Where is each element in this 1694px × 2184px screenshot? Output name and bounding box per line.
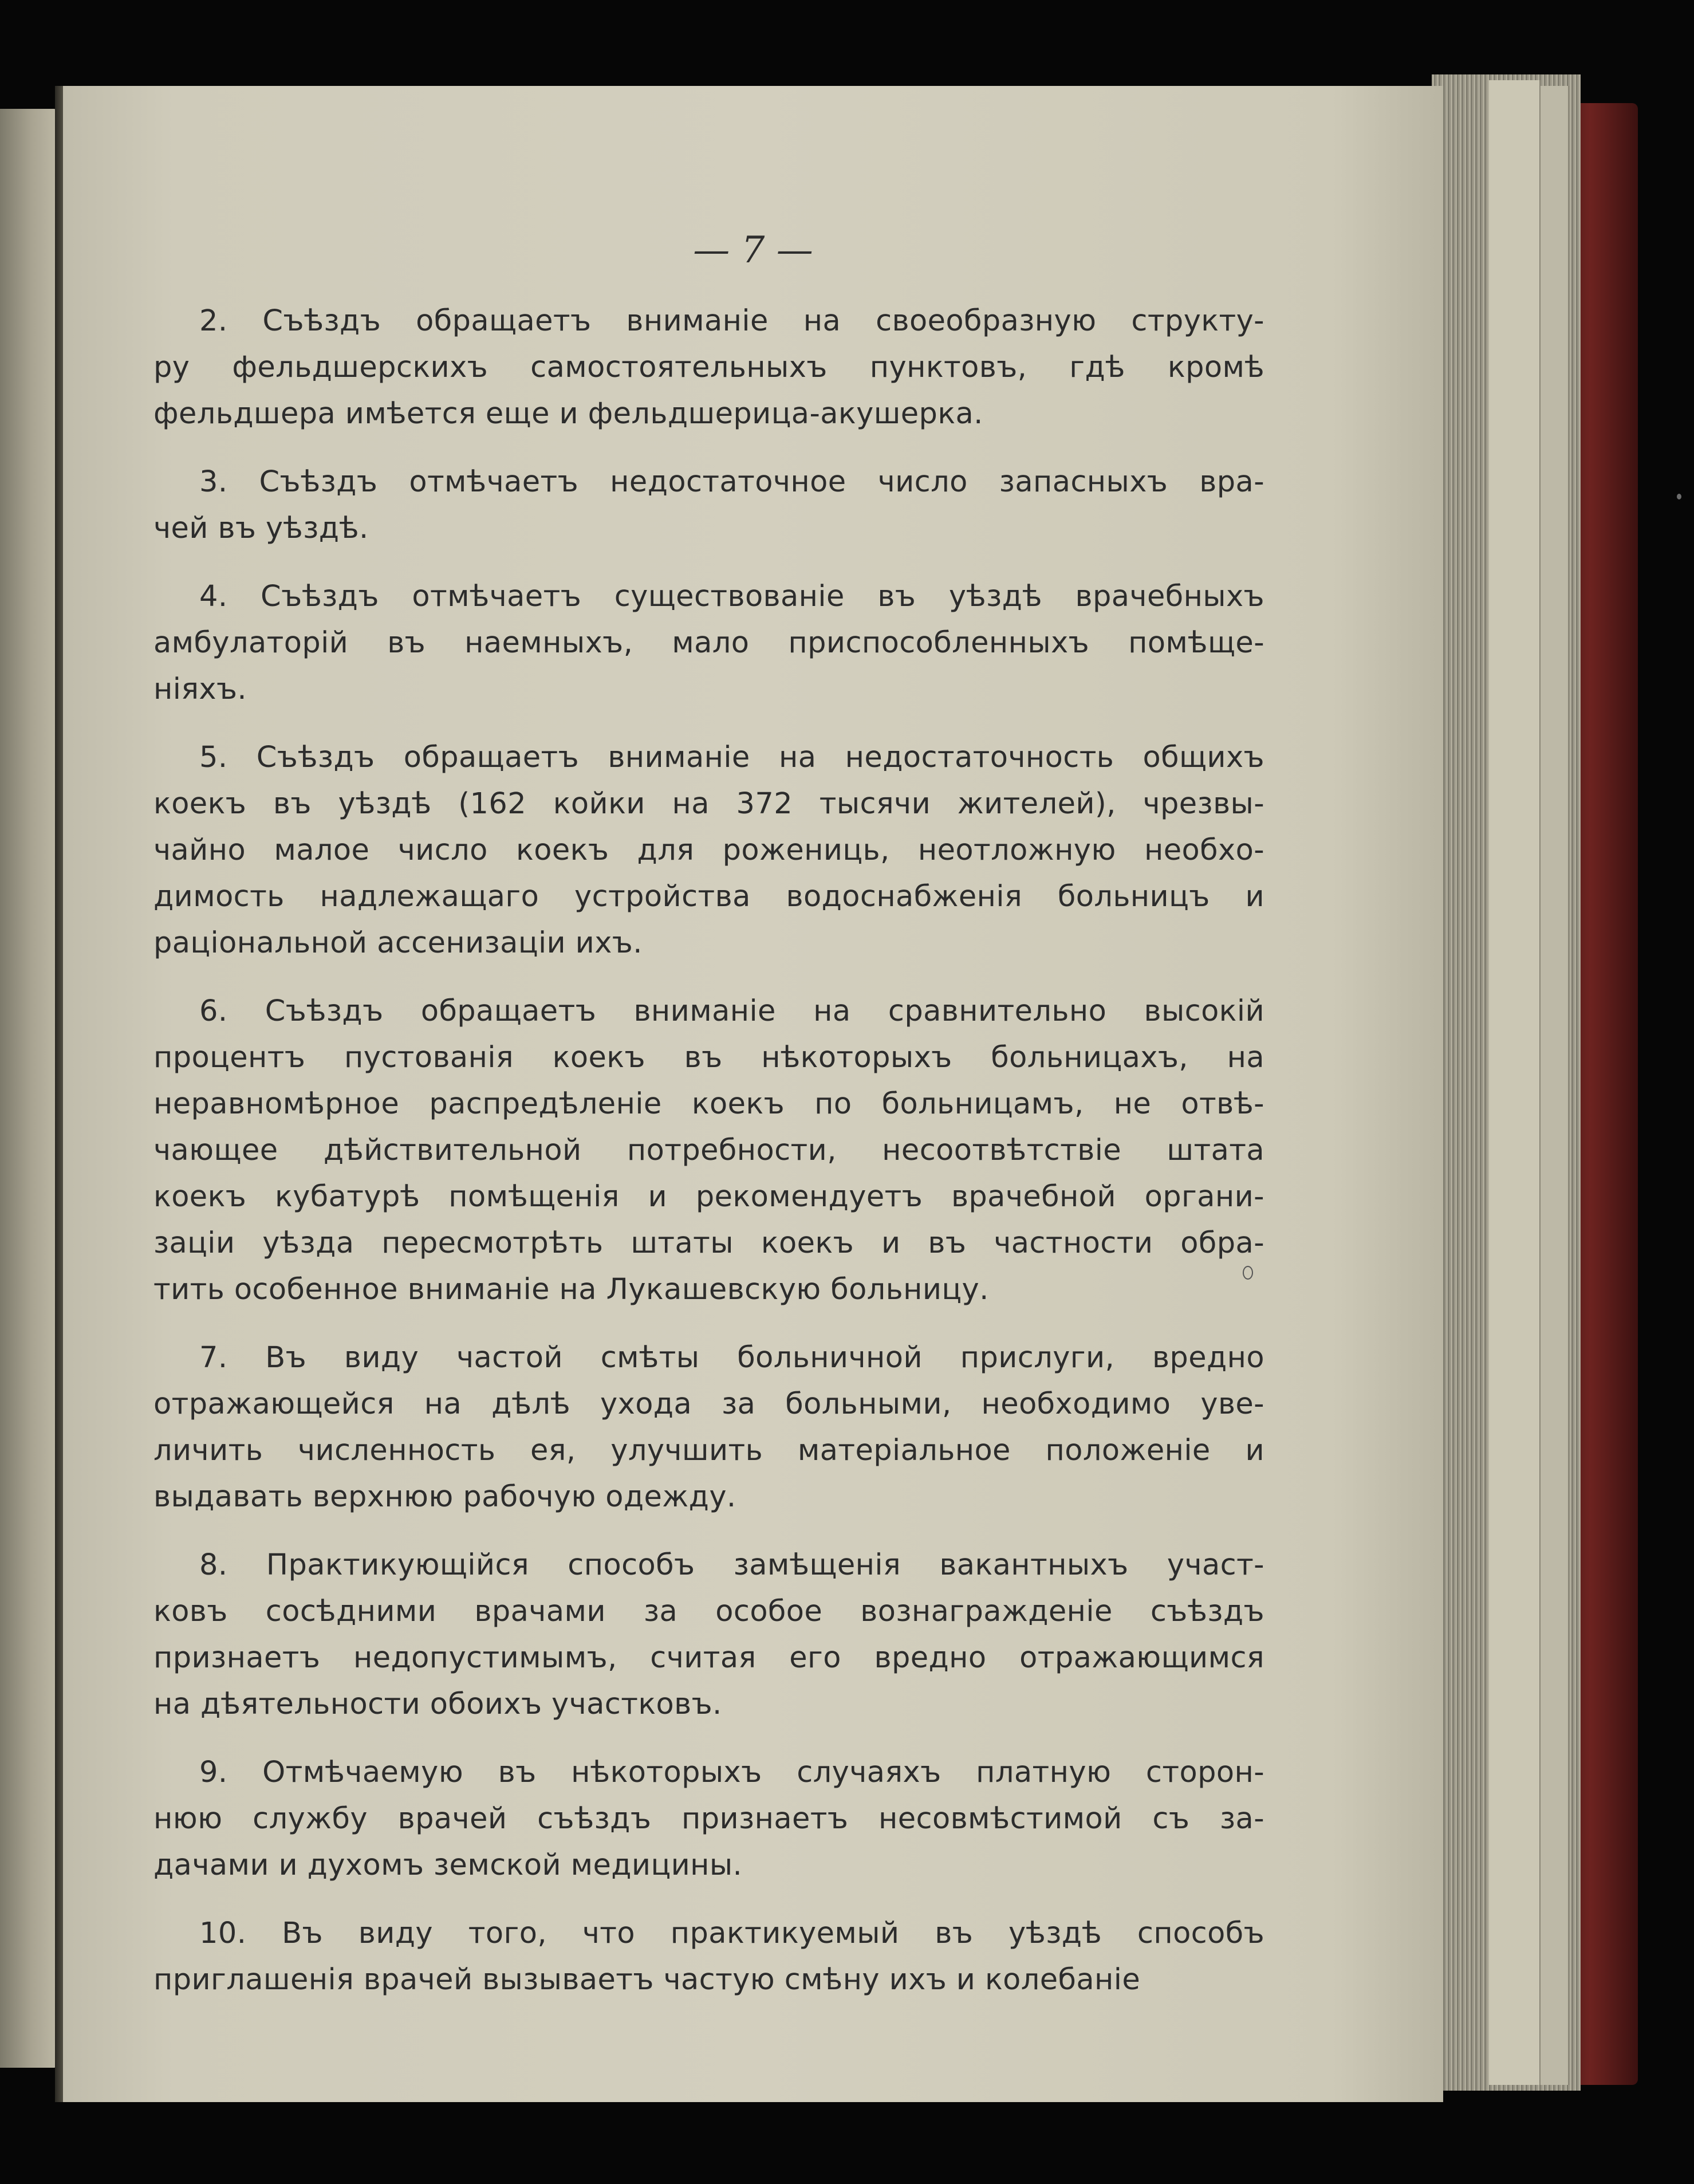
page-edge-sheet [1489,80,1541,2085]
text-line: 9. Отмѣчаемую въ нѣкоторыхъ случаяхъ платную сторон- [199,1756,1264,1789]
text-line: 10. Въ виду того, что практикуемый въ уѣздѣ способъ [199,1917,1264,1950]
text-line: 5. Съѣздъ обращаетъ вниманіе на недостаточность общихъ [199,741,1264,774]
text-line: ніяхъ. [153,672,247,706]
resolution-paragraph [153,1335,1264,1520]
resolution-paragraph [153,1910,1264,2003]
resolution-paragraph [153,573,1264,713]
book-page [63,86,1443,2102]
text-line: ру фельдшерскихъ самостоятельныхъ пунктовъ, гдѣ кромѣ [153,351,1264,384]
text-line: раціональной ассенизаціи ихъ. [153,926,643,960]
text-line: выдавать верхнюю рабочую одежду. [153,1480,736,1514]
text-line: неравномѣрное распредѣленіе коекъ по больницамъ, не отвѣ- [153,1087,1264,1121]
resolution-paragraph [153,988,1264,1313]
resolution-paragraph [153,459,1264,552]
resolutions-text [153,298,1264,2025]
text-line: 3. Съѣздъ отмѣчаетъ недостаточное число запасныхъ вра- [199,465,1264,499]
text-line: 7. Въ виду частой смѣты больничной прислуги, вредно [199,1341,1264,1375]
text-line: дачами и духомъ земской медицины. [153,1848,743,1882]
resolution-paragraph [153,1542,1264,1727]
text-line: 8. Практикующійся способъ замѣщенія вакантныхъ участ- [199,1548,1264,1582]
text-line: приглашенія врачей вызываетъ частую смѣну ихъ и колебаніе [153,1963,1141,1997]
text-line: 2. Съѣздъ обращаетъ вниманіе на своеобразную структу- [199,304,1264,338]
text-line: коекъ кубатурѣ помѣщенія и рекомендуетъ врачебной органи- [153,1180,1264,1214]
text-line: 4. Съѣздъ отмѣчаетъ существованіе въ уѣздѣ врачебныхъ [199,580,1264,613]
text-line: отражающейся на дѣлѣ ухода за больными, необходимо уве- [153,1387,1264,1421]
text-line: тить особенное вниманіе на Лукашевскую больницу. [153,1273,989,1307]
resolution-paragraph [153,1749,1264,1888]
text-line: ковъ сосѣдними врачами за особое вознагражденіе съѣздъ [153,1595,1264,1628]
text-line: димость надлежащаго устройства водоснабженія больницъ и [153,880,1264,914]
text-line: фельдшера имѣется еще и фельдшерица-акушерка. [153,397,983,431]
page-edge-sheet [1541,86,1569,2085]
left-page-edge [0,109,57,2068]
text-line: личить численность ея, улучшить матеріальное положеніе и [153,1434,1264,1467]
resolution-paragraph [153,298,1264,437]
text-line: нюю службу врачей съѣздъ признаетъ несовмѣстимой съ за- [153,1802,1264,1836]
text-line: признаетъ недопустимымъ, считая его вредно отражающимся [153,1641,1264,1675]
text-line: на дѣятельности обоихъ участковъ. [153,1687,722,1721]
text-line: 6. Съѣздъ обращаетъ вниманіе на сравнительно высокій [199,994,1264,1028]
page-number: — 7 — [693,229,813,271]
dust-speck [1677,494,1681,499]
dust-speck [1243,1266,1253,1280]
text-line: процентъ пустованія коекъ въ нѣкоторыхъ больницахъ, на [153,1041,1264,1075]
text-line: чей въ уѣздѣ. [153,511,369,545]
text-line: чайно малое число коекъ для рожениць, неотложную необхо- [153,833,1264,867]
text-line: коекъ въ уѣздѣ (162 койки на 372 тысячи жителей), чрезвы- [153,787,1264,821]
text-line: чающее дѣйствительной потребности, несоотвѣтствіе штата [153,1134,1264,1167]
text-line: заціи уѣзда пересмотрѣть штаты коекъ и въ частности обра- [153,1226,1264,1260]
text-line: амбулаторій въ наемныхъ, мало приспособленныхъ помѣще- [153,626,1264,660]
resolution-paragraph [153,734,1264,966]
